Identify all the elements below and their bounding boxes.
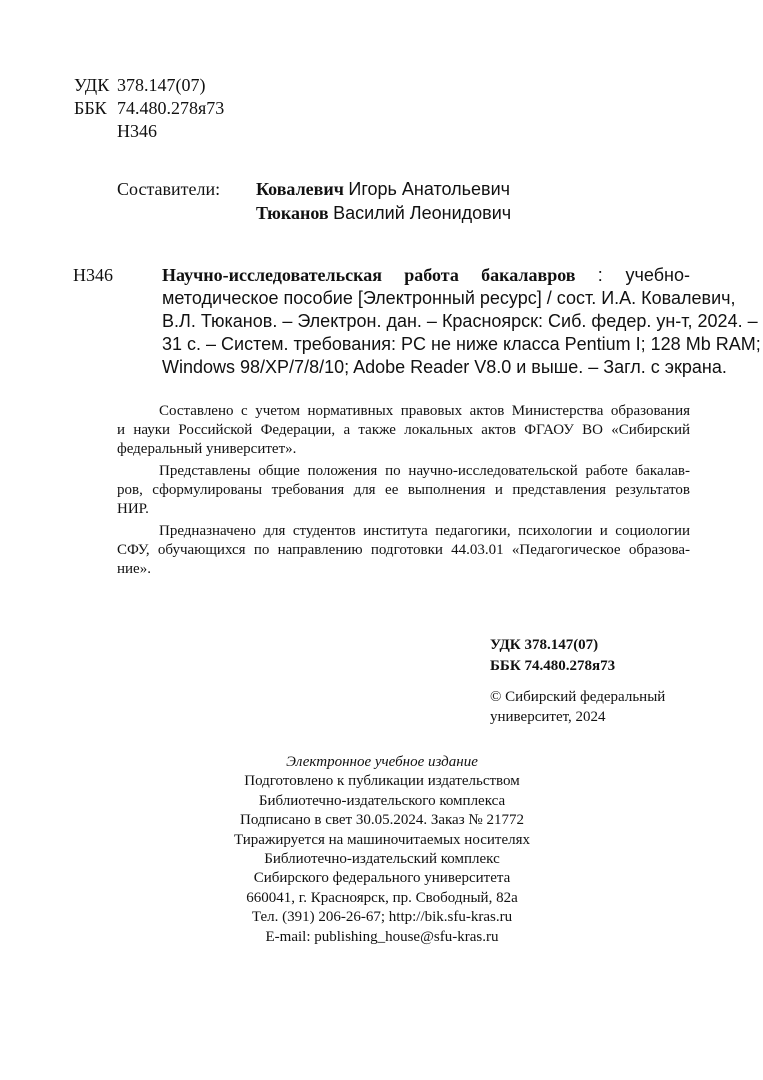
bbk-label: ББК bbox=[74, 98, 107, 118]
bbk-code: ББК 74.480.278я73 bbox=[490, 658, 616, 674]
bib-author-mark: Н346 bbox=[73, 265, 113, 285]
compiler-surname: Ковалевич bbox=[256, 179, 344, 199]
copyright-notice bbox=[490, 687, 665, 727]
imprint-line: Библиотечно-издательского комплекса bbox=[258, 792, 506, 809]
udk-label: УДК bbox=[74, 75, 110, 95]
annotation-line: Предназначено для студентов института педагогики, психологии и социологии bbox=[159, 523, 690, 539]
copyright-line: университет, 2024 bbox=[490, 709, 606, 725]
imprint-line: Библиотечно-издательский комплекс bbox=[264, 851, 500, 868]
imprint bbox=[182, 753, 582, 947]
imprint-email: E-mail: publishing_house@sfu-kras.ru bbox=[265, 928, 499, 945]
bib-line: Windows 98/XP/7/8/10; Adobe Reader V8.0 и выше. – Загл. с экрана. bbox=[162, 357, 727, 377]
annotation-line: ние». bbox=[117, 561, 151, 577]
imprint-line: Подготовлено к публикации издательством bbox=[244, 773, 520, 790]
compiler-row bbox=[117, 178, 511, 202]
udk-value: 378.147(07) bbox=[117, 75, 206, 95]
bib-line: В.Л. Тюканов. – Электрон. дан. – Красноярск: Сиб. федер. ун-т, 2024. – bbox=[162, 311, 758, 331]
bbk-row bbox=[74, 97, 224, 120]
copyright-line: © Сибирский федеральный bbox=[490, 689, 666, 705]
imprint-line: Сибирского федерального университета bbox=[253, 870, 511, 887]
book-title: Научно-исследовательская работа бакалавров bbox=[162, 265, 576, 285]
udk-code: УДК 378.147(07) bbox=[490, 637, 599, 653]
compilers-block bbox=[117, 178, 511, 226]
compiler-name: Василий Леонидович bbox=[333, 203, 512, 223]
annotation-line: и науки Российской Федерации, а также локальных актов ФГАОУ ВО «Сибирский bbox=[117, 422, 690, 438]
imprint-line: Тиражируется на машиночитаемых носителях bbox=[233, 831, 530, 848]
bib-line: Научно-исследовательская работа бакалавров : учебно- bbox=[162, 265, 690, 285]
bbk-value: 74.480.278я73 bbox=[117, 98, 225, 118]
annotation-line: федеральный университет». bbox=[117, 441, 297, 457]
annotation-line: Представлены общие положения по научно-исследовательской работе бакалав- bbox=[159, 463, 690, 479]
annotation bbox=[117, 402, 690, 579]
udk-row bbox=[74, 74, 224, 97]
annotation-line: НИР. bbox=[117, 501, 149, 517]
imprint-line: Подписано в свет 30.05.2024. Заказ № 21772 bbox=[240, 812, 524, 829]
compilers-label: Составители: bbox=[117, 179, 221, 199]
annotation-line: ров, сформулированы требования для ее выполнения и представления результатов bbox=[117, 482, 690, 498]
classification-codes-right bbox=[490, 635, 615, 677]
compiler-name: Игорь Анатольевич bbox=[348, 179, 511, 199]
annotation-line: СФУ, обучающихся по направлению подготовки 44.03.01 «Педагогическое образова- bbox=[117, 542, 690, 558]
annotation-line: Составлено с учетом нормативных правовых актов Министерства образования bbox=[159, 403, 690, 419]
imprint-line: 660041, г. Красноярск, пр. Свободный, 82а bbox=[246, 889, 518, 906]
compiler-surname: Тюканов bbox=[256, 203, 329, 223]
imprint-website: Тел. (391) 206-26-67; http://bik.sfu-kras.ru bbox=[251, 909, 513, 926]
classification-codes bbox=[74, 74, 224, 143]
bib-line: методическое пособие [Электронный ресурс] / сост. И.А. Ковалевич, bbox=[162, 288, 736, 308]
edition-type: Электронное учебное издание bbox=[286, 754, 478, 770]
author-mark-row bbox=[74, 120, 224, 143]
bib-line: 31 с. – Систем. требования: PC не ниже класса Pentium I; 128 Mb RAM; bbox=[162, 334, 761, 354]
bibliographic-record bbox=[162, 264, 761, 379]
compiler-row bbox=[117, 202, 511, 226]
author-mark: Н346 bbox=[117, 121, 157, 141]
